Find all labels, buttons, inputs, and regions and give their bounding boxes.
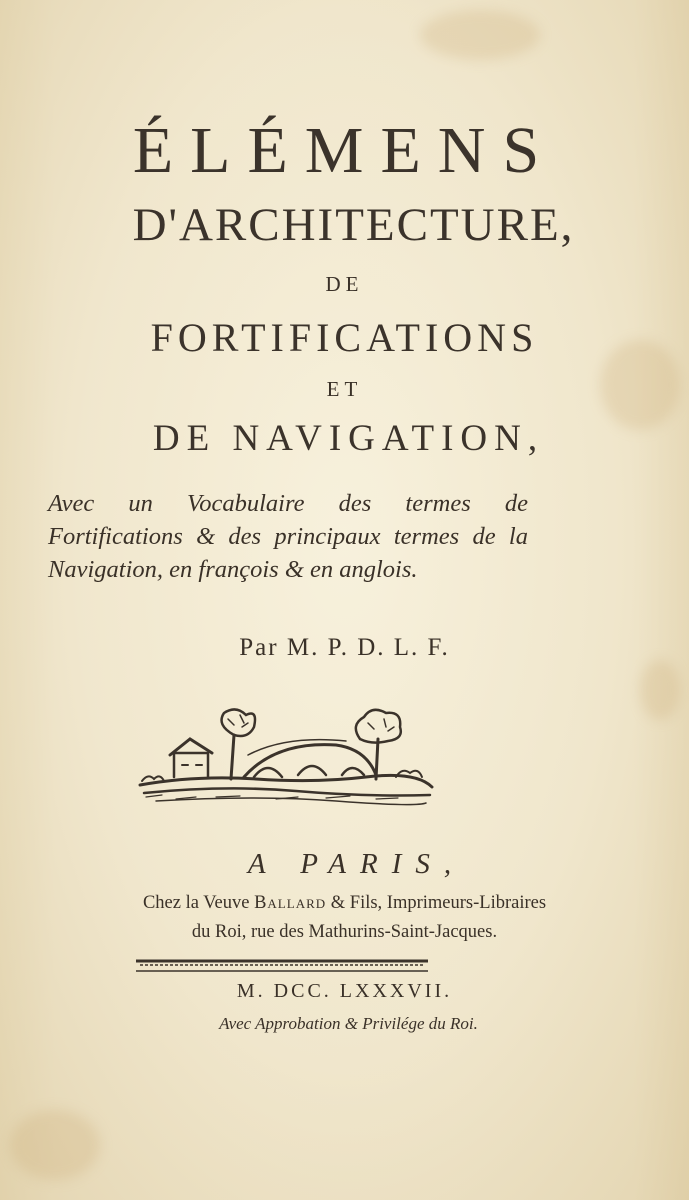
foxing-stain <box>640 660 680 720</box>
foxing-stain <box>10 1110 100 1180</box>
imprint-line-2: du Roi, rue des Mathurins-Saint-Jacques. <box>191 922 498 942</box>
ornamental-rule <box>136 958 428 974</box>
title-line-6: DE NAVIGATION, <box>152 418 545 459</box>
title-line-1: ÉLÉMENS <box>132 114 557 187</box>
imprint-printer-name: Ballard <box>254 893 327 913</box>
landscape-engraving-icon <box>136 705 434 811</box>
imprint-printer-prefix: Chez la Veuve <box>142 893 250 913</box>
title-line-5: ET <box>326 377 363 401</box>
approbation-line: Avec Approbation & Privilége du Roi. <box>219 1014 478 1033</box>
title-line-3: DE <box>325 272 364 296</box>
subtitle: Avec un Vocabulaire des termes de Fortifications & des principaux termes de la Navigation, en françois & en anglois. <box>48 490 528 583</box>
author-line: Par M. P. D. L. F. <box>239 634 450 661</box>
title-line-2: D'ARCHITECTURE, <box>132 199 575 251</box>
foxing-stain <box>420 10 540 60</box>
imprint-printer-suffix: & Fils, Imprimeurs-Libraires <box>330 893 547 913</box>
publication-date: M. DCC. LXXXVII. <box>236 980 453 1002</box>
imprint-city: A PARIS, <box>247 848 466 880</box>
imprint-line-1 <box>0 893 689 914</box>
title-line-4: FORTIFICATIONS <box>150 315 539 360</box>
